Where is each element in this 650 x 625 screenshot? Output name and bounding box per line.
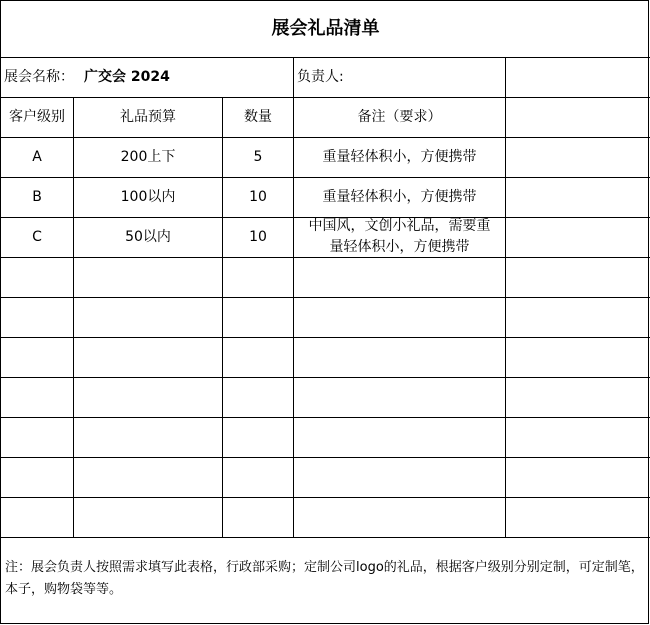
cell-remarks[interactable] [294, 297, 505, 337]
cell-remarks[interactable] [294, 497, 505, 537]
cell-quantity[interactable]: 10 [249, 229, 267, 245]
header-customer-level: 客户级别 [9, 109, 65, 125]
cell-extra[interactable] [506, 177, 649, 217]
exhibition-name-label: 展会名称： [4, 69, 74, 85]
header-quantity: 数量 [244, 109, 272, 125]
cell-level[interactable]: B [32, 189, 42, 205]
sheet-title: 展会礼品清单 [271, 18, 380, 39]
cell-budget[interactable]: 100以内 [120, 189, 176, 205]
cell-level[interactable] [1, 297, 73, 337]
cell-remarks[interactable]: 中国风，文创小礼品，需要重量轻体积小，方便携带 [308, 218, 491, 255]
cell-budget[interactable] [74, 497, 222, 537]
cell-remarks[interactable] [294, 337, 505, 377]
cell-quantity[interactable] [223, 297, 293, 337]
cell-remarks[interactable]: 重量轻体积小，方便携带 [322, 189, 477, 205]
cell-level[interactable]: A [32, 149, 42, 165]
cell-quantity[interactable] [223, 457, 293, 497]
exhibition-name-value: 广交会 2024 [84, 69, 170, 85]
cell-quantity[interactable]: 5 [253, 149, 263, 165]
cell-extra[interactable] [506, 337, 649, 377]
cell-quantity[interactable] [223, 497, 293, 537]
cell-level[interactable]: C [32, 229, 42, 245]
cell-extra[interactable] [506, 457, 649, 497]
cell-remarks[interactable] [294, 257, 505, 297]
cell-quantity[interactable] [223, 337, 293, 377]
cell-budget[interactable] [74, 417, 222, 457]
grid-hline [1, 537, 650, 538]
info-extra-cell[interactable] [506, 57, 649, 97]
cell-quantity[interactable] [223, 257, 293, 297]
cell-remarks[interactable] [294, 417, 505, 457]
cell-extra[interactable] [506, 377, 649, 417]
cell-extra[interactable] [506, 137, 649, 177]
grid-vline [293, 57, 294, 97]
cell-extra[interactable] [506, 417, 649, 457]
header-extra [506, 97, 649, 137]
cell-budget[interactable] [74, 297, 222, 337]
header-remarks: 备注（要求） [357, 109, 442, 125]
cell-budget[interactable] [74, 337, 222, 377]
cell-extra[interactable] [506, 217, 649, 257]
cell-budget[interactable] [74, 377, 222, 417]
cell-quantity[interactable]: 10 [249, 189, 267, 205]
manager-cell[interactable] [297, 57, 503, 97]
header-gift-budget: 礼品预算 [120, 109, 176, 125]
cell-extra[interactable] [506, 497, 649, 537]
cell-remarks[interactable] [294, 457, 505, 497]
cell-level[interactable] [1, 497, 73, 537]
cell-level[interactable] [1, 417, 73, 457]
cell-level[interactable] [1, 377, 73, 417]
cell-level[interactable] [1, 337, 73, 377]
cell-quantity[interactable] [223, 377, 293, 417]
cell-budget[interactable]: 200上下 [120, 149, 176, 165]
cell-remarks[interactable] [294, 377, 505, 417]
cell-budget[interactable] [74, 457, 222, 497]
cell-extra[interactable] [506, 297, 649, 337]
cell-extra[interactable] [506, 257, 649, 297]
manager-label: 负责人: [297, 69, 344, 85]
exhibition-name-cell[interactable] [4, 57, 290, 97]
cell-budget[interactable] [74, 257, 222, 297]
cell-level[interactable] [1, 257, 73, 297]
cell-quantity[interactable] [223, 417, 293, 457]
cell-remarks[interactable]: 重量轻体积小，方便携带 [322, 149, 477, 165]
footer-note: 注：展会负责人按照需求填写此表格，行政部采购；定制公司logo的礼品，根据客户级别分别定制，可定制笔，本子，购物袋等等。 [5, 560, 644, 597]
cell-budget[interactable]: 50以内 [125, 229, 171, 245]
cell-level[interactable] [1, 457, 73, 497]
